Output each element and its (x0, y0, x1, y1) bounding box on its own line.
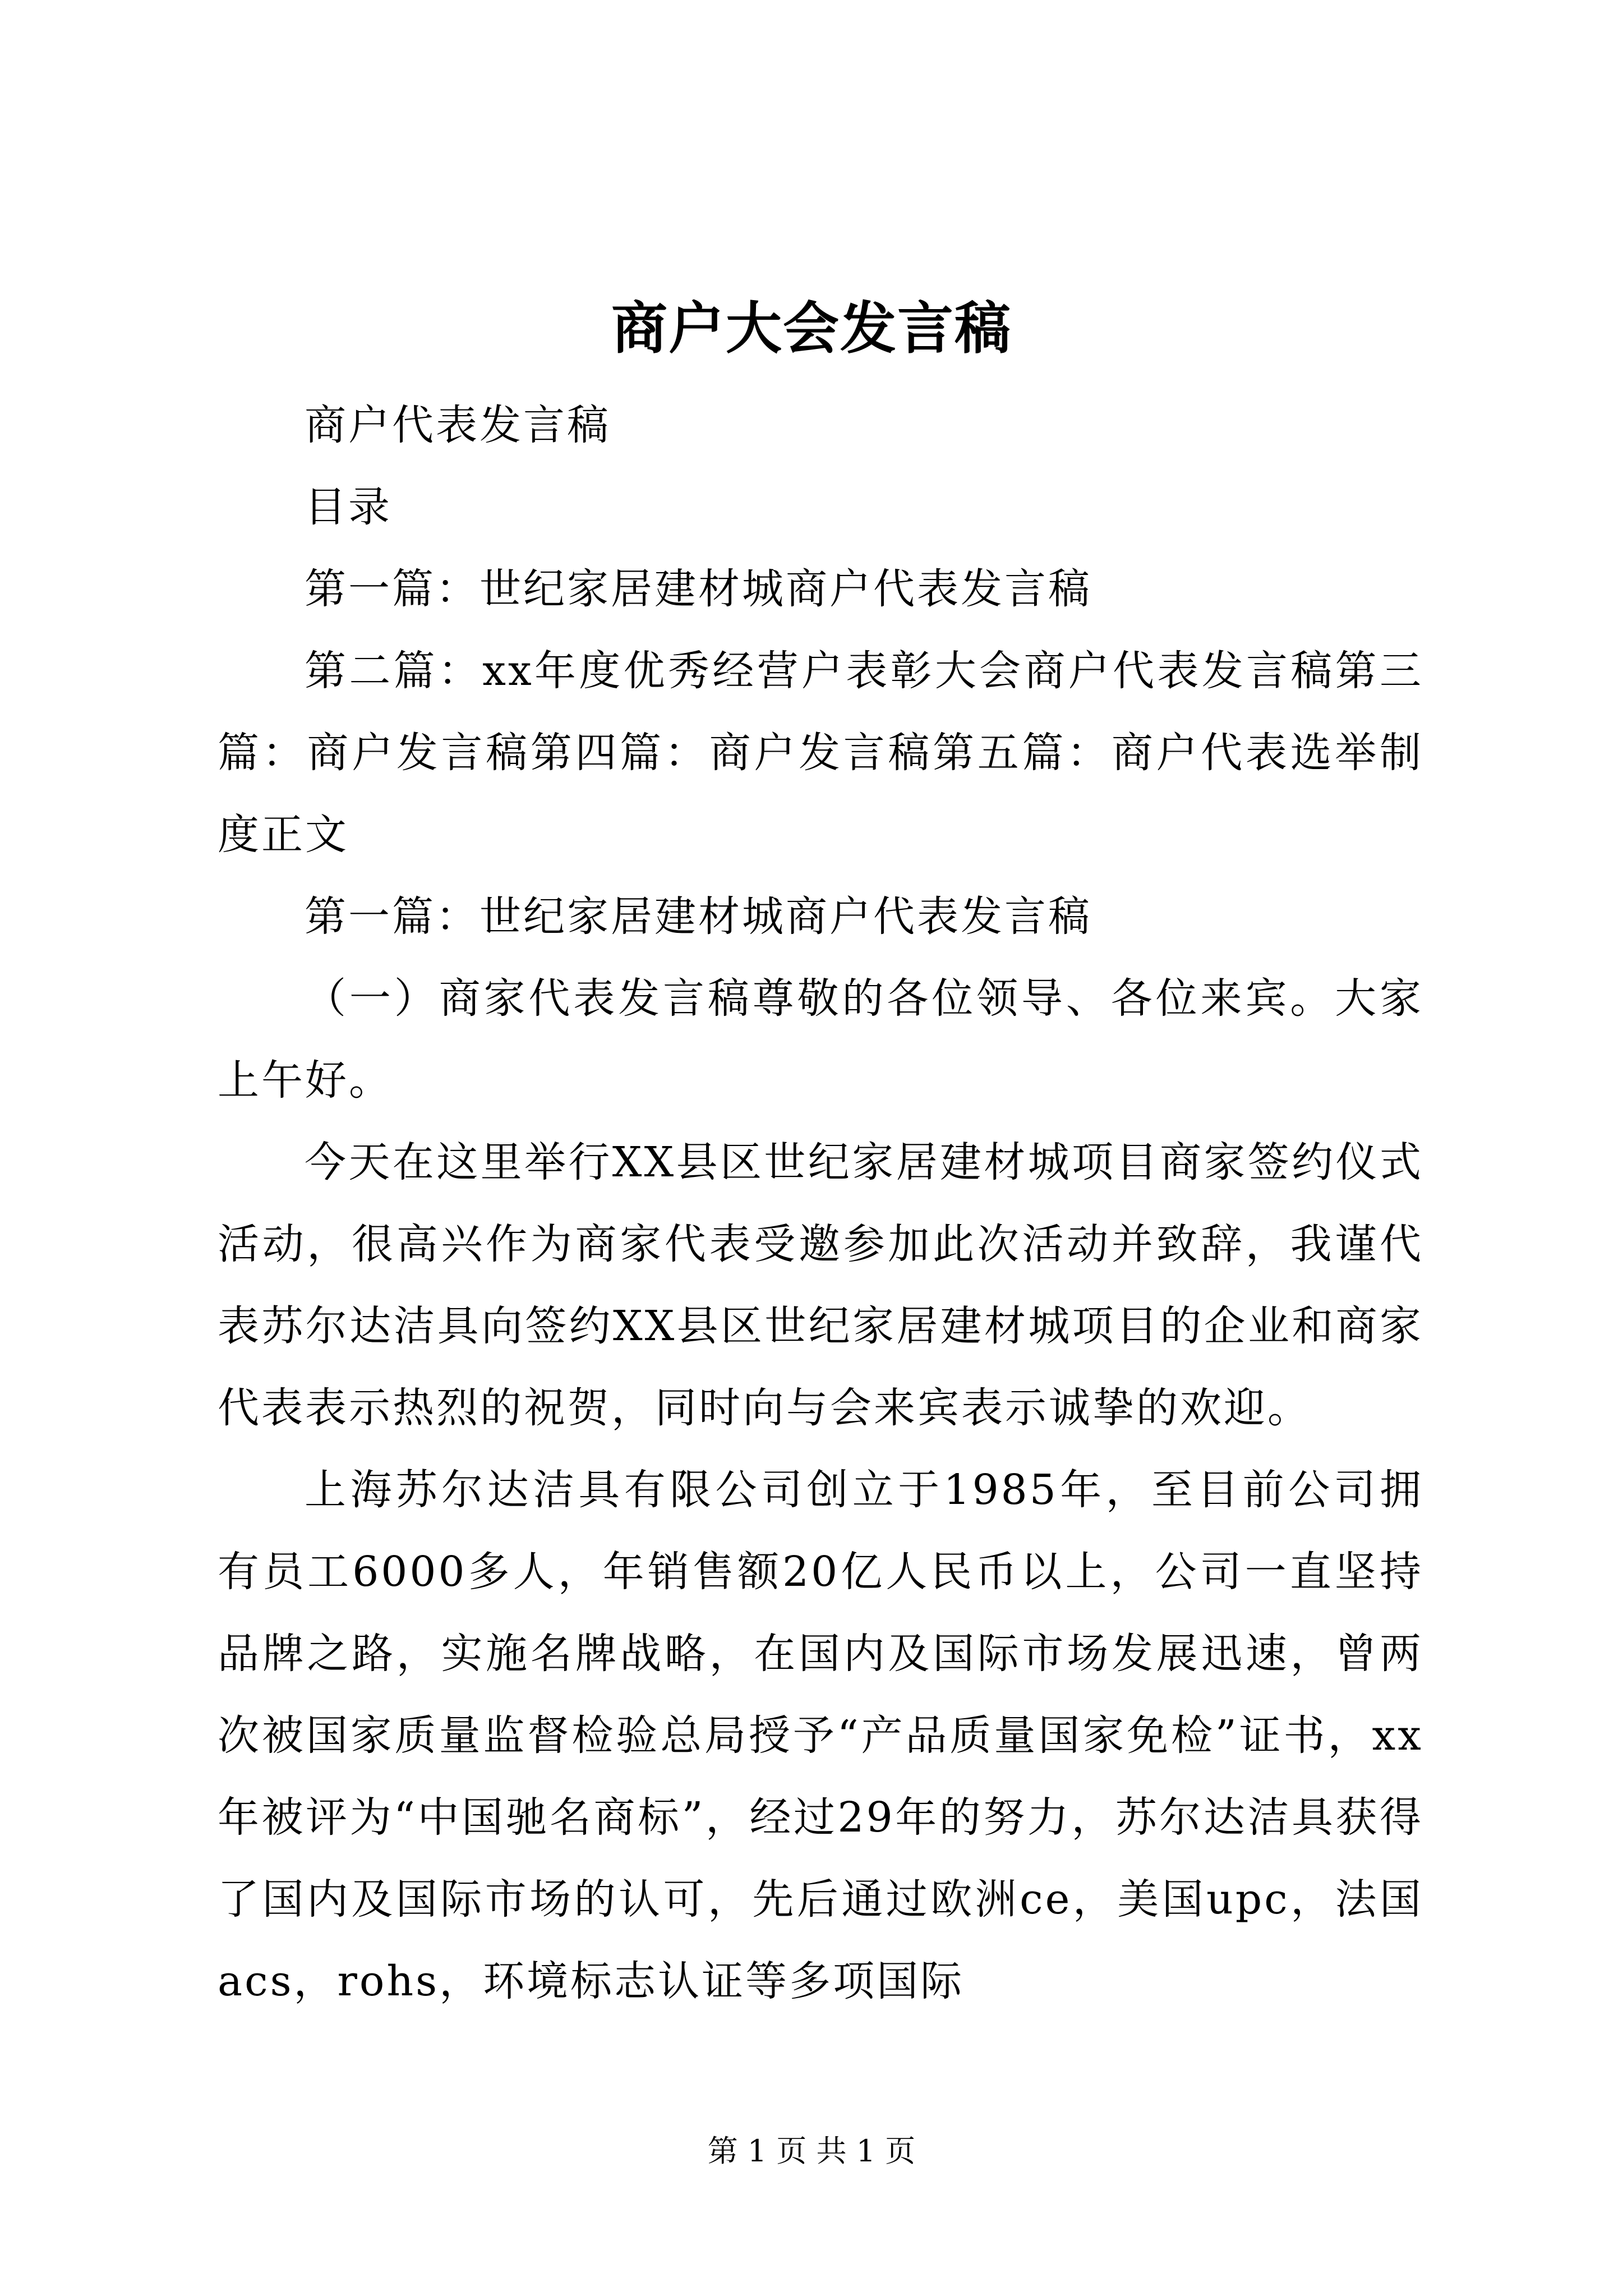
paragraph: （一）商家代表发言稿尊敬的各位领导、各位来宾。大家上午好。 (218, 974, 1423, 1105)
paragraph: 第一篇：世纪家居建材城商户代表发言稿 (305, 892, 1092, 941)
paragraph: 目录 (305, 483, 392, 531)
paragraph: 商户代表发言稿 (305, 401, 611, 449)
page-footer: 第 1 页 共 1 页 (707, 2133, 916, 2169)
document-title: 商户大会发言稿 (611, 295, 1012, 361)
document-body (218, 384, 1423, 2022)
paragraph: 第一篇：世纪家居建材城商户代表发言稿 (305, 565, 1092, 613)
paragraph: 第二篇：xx年度优秀经营户表彰大会商户代表发言稿第三篇：商户发言稿第四篇：商户发言稿第五篇：商户代表选举制度正文 (218, 647, 1423, 859)
paragraph: 上海苏尔达洁具有限公司创立于1985年，至目前公司拥有员工6000多人，年销售额20亿人民币以上，公司一直坚持品牌之路，实施名牌战略，在国内及国际市场发展迅速，曾两次被国家质量监督检验总局授予“产品质量国家免检”证书，xx年被评为“中国驰名商标”，经过29年的努力，苏尔达洁具获得了国内及国际市场的认可，先后通过欧洲ce，美国upc，法国acs，rohs，环境标志认证等多项国际 (218, 1466, 1423, 2005)
paragraph: 今天在这里举行XX县区世纪家居建材城项目商家签约仪式活动，很高兴作为商家代表受邀参加此次活动并致辞，我谨代表苏尔达洁具向签约XX县区世纪家居建材城项目的企业和商家代表表示热烈的祝贺，同时向与会来宾表示诚挚的欢迎。 (218, 1138, 1423, 1432)
